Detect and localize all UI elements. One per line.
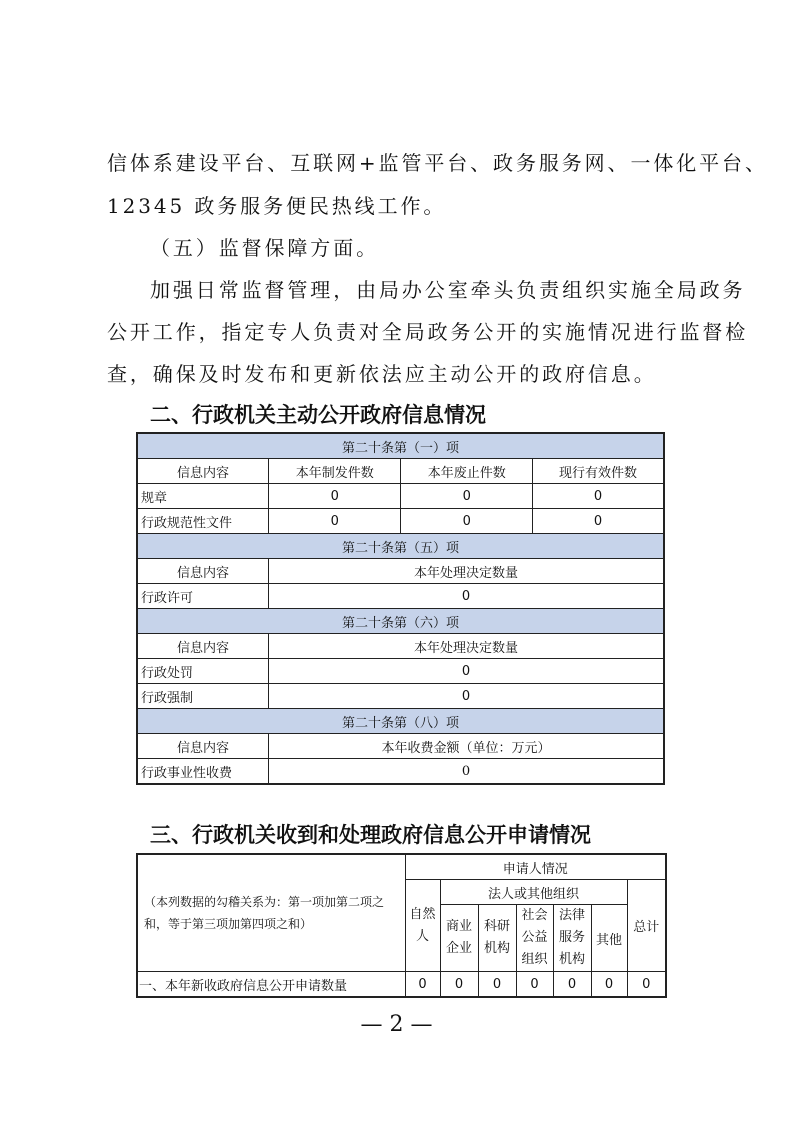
cell-value: 0 <box>516 972 553 998</box>
cell-value: 0 <box>401 509 532 534</box>
cell-value: 0 <box>268 684 664 709</box>
column-header: 自然人 <box>405 880 440 972</box>
column-header: 信息内容 <box>137 734 268 759</box>
row-label: 一、本年新收政府信息公开申请数量 <box>137 972 405 998</box>
cell-value: 0 <box>553 972 591 998</box>
table-row <box>137 972 666 998</box>
cell-value: 0 <box>268 484 400 509</box>
cell-value: 0 <box>627 972 666 998</box>
cell-value: 0 <box>532 509 664 534</box>
column-header: 本年处理决定数量 <box>268 634 664 659</box>
paragraph-line: 加强日常监督管理，由局办公室牵头负责组织实施全局政务 <box>150 278 746 302</box>
table-row <box>137 759 664 785</box>
table-section-title: 第二十条第（五）项 <box>137 534 664 559</box>
table-row <box>137 684 664 709</box>
table-row <box>137 584 664 609</box>
page-number: — 2 — <box>360 1012 433 1037</box>
column-header: 申请人情况 <box>405 854 666 880</box>
column-header: 本年收费金额（单位：万元） <box>268 734 664 759</box>
table-row <box>137 659 664 684</box>
cell-value: 0 <box>591 972 627 998</box>
column-header: 商业企业 <box>440 905 478 972</box>
column-header: 社会公益组织 <box>516 905 553 972</box>
subsection-title: （五）监督保障方面。 <box>150 236 379 260</box>
row-label: 行政规范性文件 <box>137 509 268 534</box>
cell-value: 0 <box>268 759 664 785</box>
paragraph-line: 查，确保及时发布和更新依法应主动公开的政府信息。 <box>107 362 657 386</box>
table-section-title: 第二十条第（八）项 <box>137 709 664 734</box>
paragraph-line: 12345 政务服务便民热线工作。 <box>107 194 447 218</box>
cell-value: 0 <box>268 584 664 609</box>
cell-value: 0 <box>532 484 664 509</box>
column-header: 信息内容 <box>137 634 268 659</box>
column-header: 信息内容 <box>137 459 268 484</box>
column-header: 其他 <box>591 905 627 972</box>
proactive-disclosure-table <box>136 432 665 785</box>
cell-value: 0 <box>478 972 516 998</box>
table-row <box>137 484 664 509</box>
row-label: 行政处罚 <box>137 659 268 684</box>
row-label: 行政强制 <box>137 684 268 709</box>
row-label: 行政事业性收费 <box>137 759 268 785</box>
cell-value: 0 <box>401 484 532 509</box>
cell-value: 0 <box>405 972 440 998</box>
column-header: 信息内容 <box>137 559 268 584</box>
table-section-title: 第二十条第（一）项 <box>137 433 664 459</box>
row-label: 规章 <box>137 484 268 509</box>
paragraph-line: 公开工作，指定专人负责对全局政务公开的实施情况进行监督检 <box>107 320 749 344</box>
section-heading: 三、行政机关收到和处理政府信息公开申请情况 <box>150 823 591 847</box>
section-heading: 二、行政机关主动公开政府信息情况 <box>150 403 486 427</box>
table-section-title: 第二十条第（六）项 <box>137 609 664 634</box>
column-header: 法人或其他组织 <box>440 880 627 905</box>
column-header: 本年制发件数 <box>268 459 400 484</box>
cell-value: 0 <box>268 509 400 534</box>
table-note: （本列数据的勾稽关系为：第一项加第二项之和，等于第三项加第四项之和） <box>137 854 405 972</box>
table-row <box>137 509 664 534</box>
column-header: 法律服务机构 <box>553 905 591 972</box>
column-header: 科研机构 <box>478 905 516 972</box>
row-label: 行政许可 <box>137 584 268 609</box>
paragraph-line: 信体系建设平台、互联网+监管平台、政务服务网、一体化平台、 <box>107 151 768 175</box>
application-table <box>136 853 667 998</box>
column-header: 总计 <box>627 880 666 972</box>
column-header: 现行有效件数 <box>532 459 664 484</box>
column-header: 本年废止件数 <box>401 459 532 484</box>
cell-value: 0 <box>440 972 478 998</box>
column-header: 本年处理决定数量 <box>268 559 664 584</box>
cell-value: 0 <box>268 659 664 684</box>
